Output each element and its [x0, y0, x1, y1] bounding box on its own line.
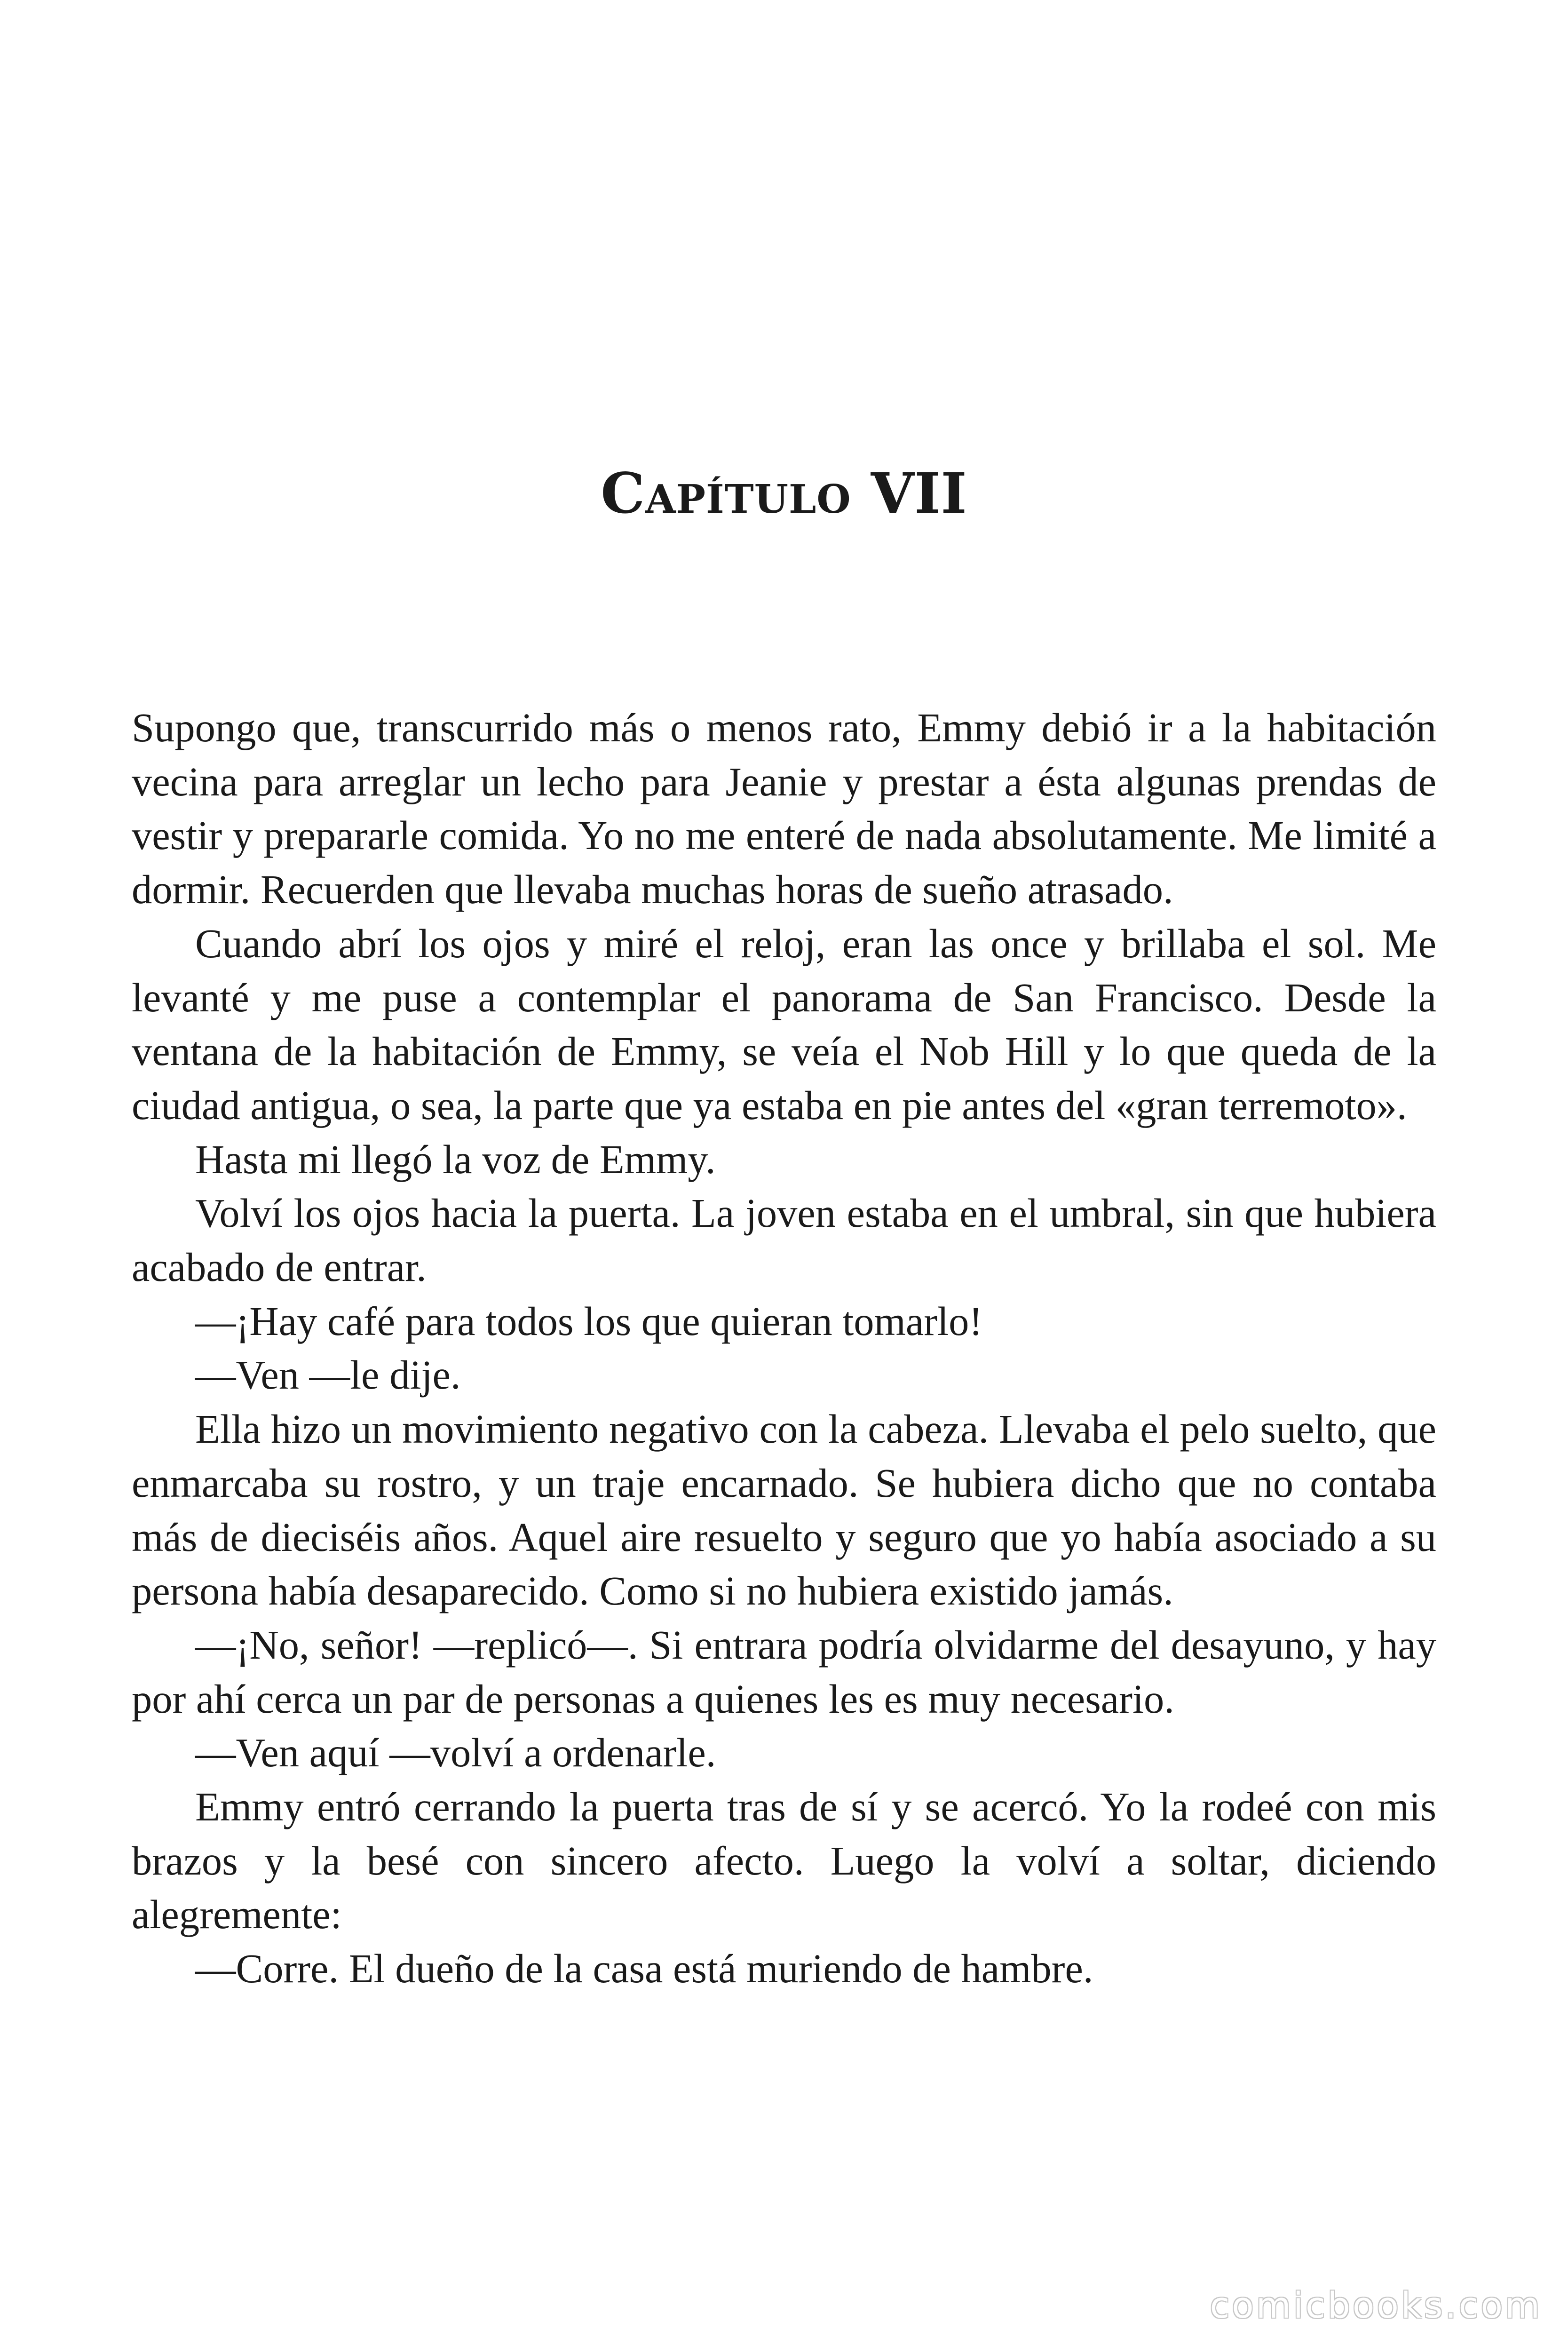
- paragraph: —Corre. El dueño de la casa está muriendo de hambre.: [195, 1946, 1093, 1992]
- paragraph: —¡Hay café para todos los que quieran tomarlo!: [195, 1298, 983, 1344]
- body-text: [132, 701, 1436, 1996]
- paragraph: Emmy entró cerrando la puerta tras de sí y se acercó. Yo la rodeé con mis brazos y la besé con sincero afecto. Luego la volví a soltar, diciendo alegremente:: [132, 1784, 1436, 1938]
- watermark: comicbooks.com: [1210, 2284, 1542, 2326]
- paragraph: Volví los ojos hacia la puerta. La joven estaba en el umbral, sin que hubiera acabado de entrar.: [132, 1191, 1436, 1290]
- paragraph: Supongo que, transcurrido más o menos rato, Emmy debió ir a la habitación vecina para arreglar un lecho para Jeanie y prestar a ésta algunas prendas de vestir y prepararle comida. Yo no me enteré de nada absolutamente. Me limité a dormir. Recuerden que llevaba muchas horas de sueño atrasado.: [132, 705, 1436, 913]
- paragraph: Cuando abrí los ojos y miré el reloj, eran las once y brillaba el sol. Me levanté y me puse a contemplar el panorama de San Francisco. Desde la ventana de la habitación de Emmy, se veía el Nob Hill y lo que queda de la ciudad antigua, o sea, la parte que ya estaba en pie antes del «gran terremoto».: [132, 921, 1436, 1128]
- paragraph: Hasta mi llegó la voz de Emmy.: [195, 1136, 716, 1182]
- chapter-title: Capítulo VII: [601, 461, 967, 526]
- paragraph: —Ven —le dije.: [195, 1352, 461, 1398]
- paragraph: Ella hizo un movimiento negativo con la cabeza. Llevaba el pelo suelto, que enmarcaba su rostro, y un traje encarnado. Se hubiera dicho que no contaba más de dieciséis años. Aquel aire resuelto y seguro que yo había asociado a su persona había desaparecido. Como si no hubiera existido jamás.: [132, 1406, 1436, 1614]
- paragraph: —Ven aquí —volví a ordenarle.: [195, 1730, 716, 1776]
- paragraph: —¡No, señor! —replicó—. Si entrara podría olvidarme del desayuno, y hay por ahí cerca un par de personas a quienes les es muy necesario.: [132, 1622, 1436, 1722]
